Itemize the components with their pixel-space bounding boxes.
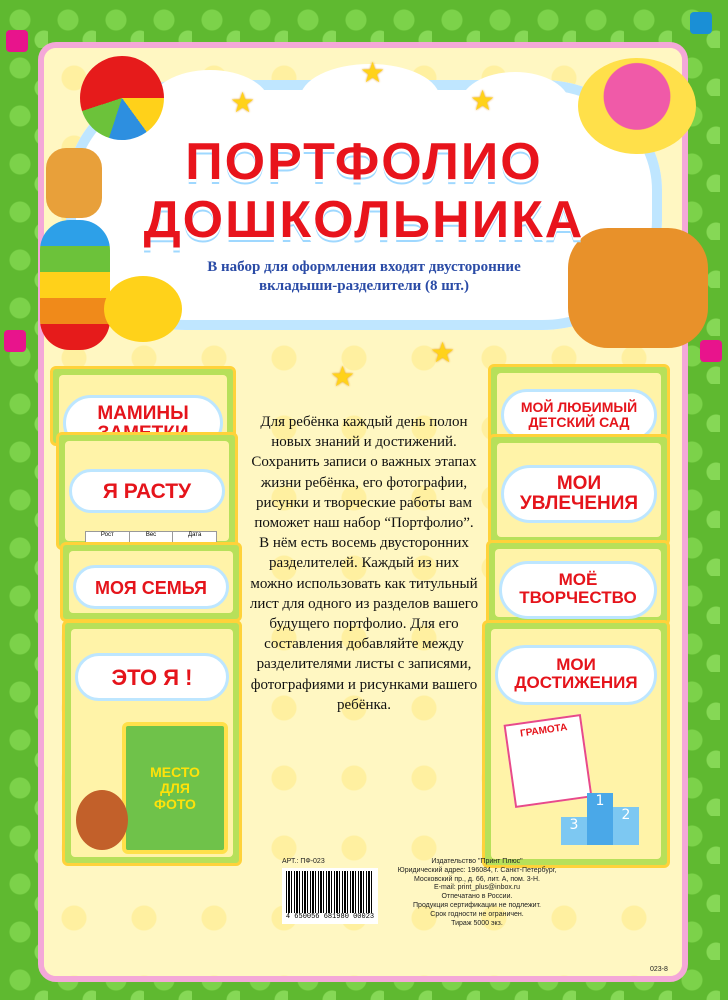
table-header: Рост [86,532,130,546]
card-label-line-1: МАМИНЫ [97,403,189,424]
card-label [69,469,225,513]
imprint-line: Юридический адрес: 196084, г. Санкт-Петербург, [397,866,557,874]
ball-icon [80,56,164,140]
podium-block [587,793,613,845]
card-label-line-2: ДОСТИЖЕНИЯ [514,672,638,692]
card-label [75,653,229,701]
title-line-2: ДОШКОЛЬНИКА [143,191,585,249]
podium-number: 3 [569,817,579,833]
card-label-line-1: МОЯ СЕМЬЯ [95,578,207,598]
puzzle-piece-icon [690,12,712,34]
photo-placeholder-line-1: МЕСТО [150,764,200,780]
article-number: АРТ.: ПФ-023 [282,858,325,865]
puzzle-piece-icon [4,330,26,352]
divider-card-achievements [482,620,670,868]
star-icon: ★ [330,360,356,393]
product-code: 023-8 [650,966,668,973]
card-label [73,565,229,609]
card-label-line-1: МОЙ ЛЮБИМЫЙ [520,399,638,415]
card-label [499,561,657,619]
subtitle [0,258,728,296]
card-label [495,645,657,705]
imprint-line: Тираж 5000 экз. [451,919,503,927]
star-icon: ★ [470,84,496,117]
podium-block [561,817,587,845]
puzzle-piece-icon [700,340,722,362]
table-header: Вес [130,532,174,546]
star-icon: ★ [430,336,456,369]
star-icon: ★ [360,56,386,89]
barcode-number: 4 650056 681980 00023 [285,913,375,921]
card-label-line-2: ДЕТСКИЙ САД [528,413,630,430]
subtitle-line-2: вкладыши-разделители (8 шт.) [259,278,469,294]
table-header: Дата [188,532,202,538]
barcode [282,868,378,924]
divider-card-my-family [60,542,242,622]
teddy-bear-icon [76,790,128,850]
title-line-1: ПОРТФОЛИО [185,133,543,191]
barcode-bars [286,871,374,913]
imprint [380,858,574,928]
imprint-line: Продукция сертификации не подлежит. [413,901,541,909]
card-label-line-1: МОИ [556,655,596,674]
divider-card-growing [56,432,238,550]
card-label-line-2: УВЛЕЧЕНИЯ [519,492,639,514]
podium-number: 2 [621,807,631,823]
certificate-title: ГРАМОТА [519,722,569,740]
imprint-line: Срок годности не ограничен. [430,910,524,918]
card-label-line-1: МОИ [556,473,602,494]
podium-number: 1 [595,793,605,809]
photo-placeholder-line-3: ФОТО [154,796,196,812]
divider-card-creativity [486,540,670,626]
divider-card-hobbies [488,434,670,546]
card-label-line-2: ТВОРЧЕСТВО [519,587,637,607]
puzzle-piece-icon [6,30,28,52]
card-label [501,465,657,523]
card-label-line-1: ЭТО Я ! [111,665,193,690]
star-icon: ★ [230,86,256,119]
imprint-line: Московский пр., д. 66, лит. А, пом. 3-Н. [414,875,540,883]
card-label-line-1: Я РАСТУ [102,480,192,503]
photo-placeholder [122,722,228,854]
podium-block [613,807,639,845]
subtitle-line-1: В набор для оформления входят двусторонние [207,259,521,275]
description-text: Для ребёнка каждый день полон новых знаний и достижений. Сохранить записи о важных этапах жизни ребёнка, его фотографии, рисунки и творческие работы вам поможет наш набор “Портфолио”. В нём есть восемь двусторонних разделителей. Каждый из них можно использовать как титульный лист для одного из разделов вашего будущего портфолио. Для его составления добавляйте между разделителями листы с записями, фотографиями и рисунками вашего ребёнка. [249,414,479,713]
imprint-line: Отпечатано в России. [441,893,513,901]
imprint-line: E-mail: print_plus@inbox.ru [433,884,521,892]
photo-placeholder-line-2: ДЛЯ [160,780,190,796]
imprint-line: Издательство "Принт Плюс" [431,858,523,865]
podium [561,793,641,845]
card-label-line-1: МОЁ [558,570,598,589]
